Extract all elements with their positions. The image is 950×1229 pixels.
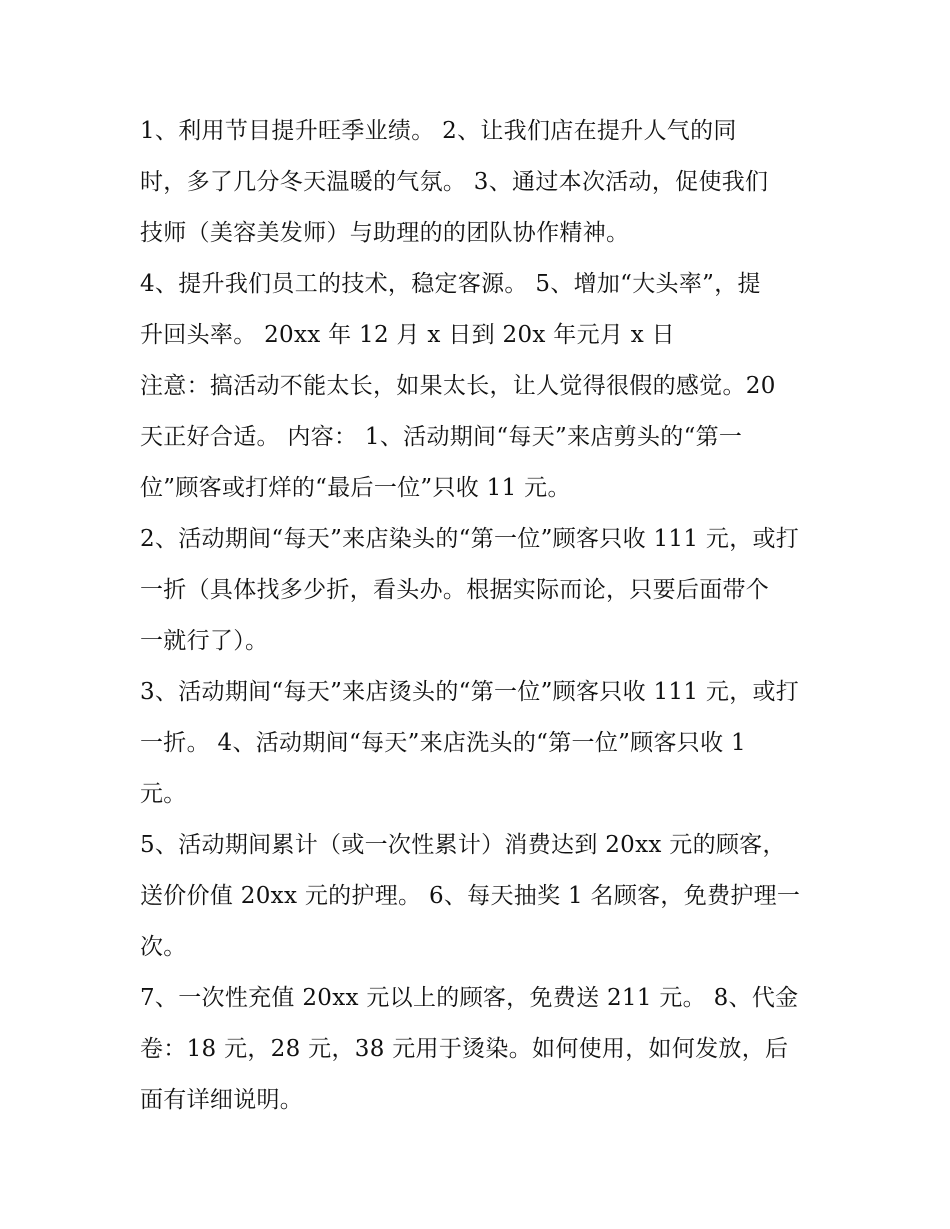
text-line: 1、利用节目提升旺季业绩。 2、让我们店在提升人气的同 [140,118,737,144]
text-line: 一就行了）。 [140,628,269,654]
text-line: 技师（美容美发师）与助理的的团队协作精神。 [140,220,630,246]
text-line: 2、活动期间“每天”来店染头的“第一位”顾客只收 111 元，或打 [140,526,800,552]
text-line: 3、活动期间“每天”来店烫头的“第一位”顾客只收 111 元，或打 [140,679,800,705]
text-line: 时，多了几分冬天温暖的气氛。 3、通过本次活动，促使我们 [140,169,769,195]
text-line: 一折。 4、活动期间“每天”来店洗头的“第一位”顾客只收 1 [140,730,746,756]
text-line: 升回头率。 20xx 年 12 月 x 日到 20x 年元月 x 日 [140,322,675,348]
text-line: 面有详细说明。 [140,1087,304,1113]
text-line: 次。 [140,934,187,960]
text-line: 5、活动期间累计（或一次性累计）消费达到 20xx 元的顾客， [140,832,786,858]
text-line: 一折（具体找多少折，看头办。根据实际而论，只要后面带个 [140,577,770,603]
text-line: 位”顾客或打烊的“最后一位”只收 11 元。 [140,475,571,501]
text-line: 卷：18 元，28 元，38 元用于烫染。如何使用，如何发放，后 [140,1036,789,1062]
text-line: 注意：搞活动不能太长，如果太长，让人觉得很假的感觉。20 [140,373,776,399]
document-body [140,106,830,1126]
text-line: 7、一次性充值 20xx 元以上的顾客，免费送 211 元。 8、代金 [140,985,799,1011]
text-line: 4、提升我们员工的技术，稳定客源。 5、增加“大头率”，提 [140,271,761,297]
text-line: 送价价值 20xx 元的护理。 6、每天抽奖 1 名顾客，免费护理一 [140,883,801,909]
text-line: 元。 [140,781,187,807]
text-line: 天正好合适。 内容： 1、活动期间“每天”来店剪头的“第一 [140,424,743,450]
